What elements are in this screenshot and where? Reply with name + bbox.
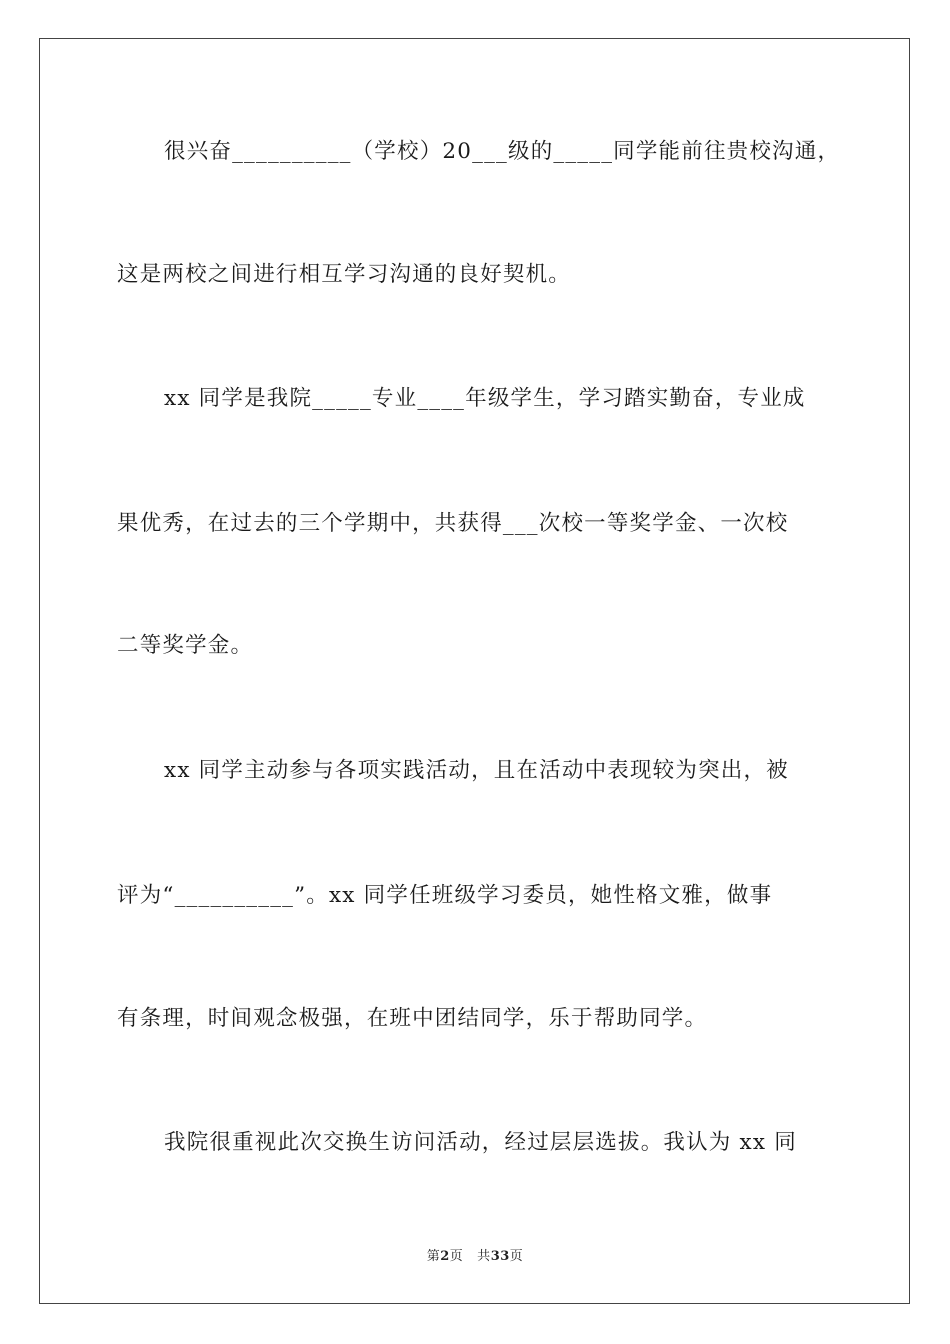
footer-total-prefix: 共 [477,1249,491,1264]
footer-current-page: 2 [440,1249,450,1264]
paragraph-line-1: 很兴奋__________（学校）20___级的_____同学能前往贵校沟通， [164,139,841,164]
footer-prefix: 第 [426,1249,441,1264]
footer-page-unit: 页 [449,1249,464,1264]
paragraph-line-2: 这是两校之间进行相互学习沟通的良好契机。 [117,262,572,287]
paragraph-line-4: 果优秀，在过去的三个学期中，共获得___次校一等奖学金、一次校 [117,511,789,536]
page-frame [39,38,910,1304]
paragraph-line-6: xx 同学主动参与各项实践活动，且在活动中表现较为突出，被 [164,758,789,783]
paragraph-line-3: xx 同学是我院_____专业____年级学生，学习踏实勤奋，专业成 [164,386,806,411]
footer-total-unit: 页 [509,1249,524,1264]
paragraph-line-8: 有条理，时间观念极强，在班中团结同学，乐于帮助同学。 [117,1006,708,1031]
page-footer [0,1245,950,1264]
paragraph-line-9: 我院很重视此次交换生访问活动，经过层层选拔。我认为 xx 同 [164,1130,797,1155]
footer-total-pages: 33 [490,1249,510,1264]
paragraph-line-5: 二等奖学金。 [117,633,254,658]
paragraph-line-7: 评为“__________”。xx 同学任班级学习委员，她性格文雅，做事 [117,883,773,908]
